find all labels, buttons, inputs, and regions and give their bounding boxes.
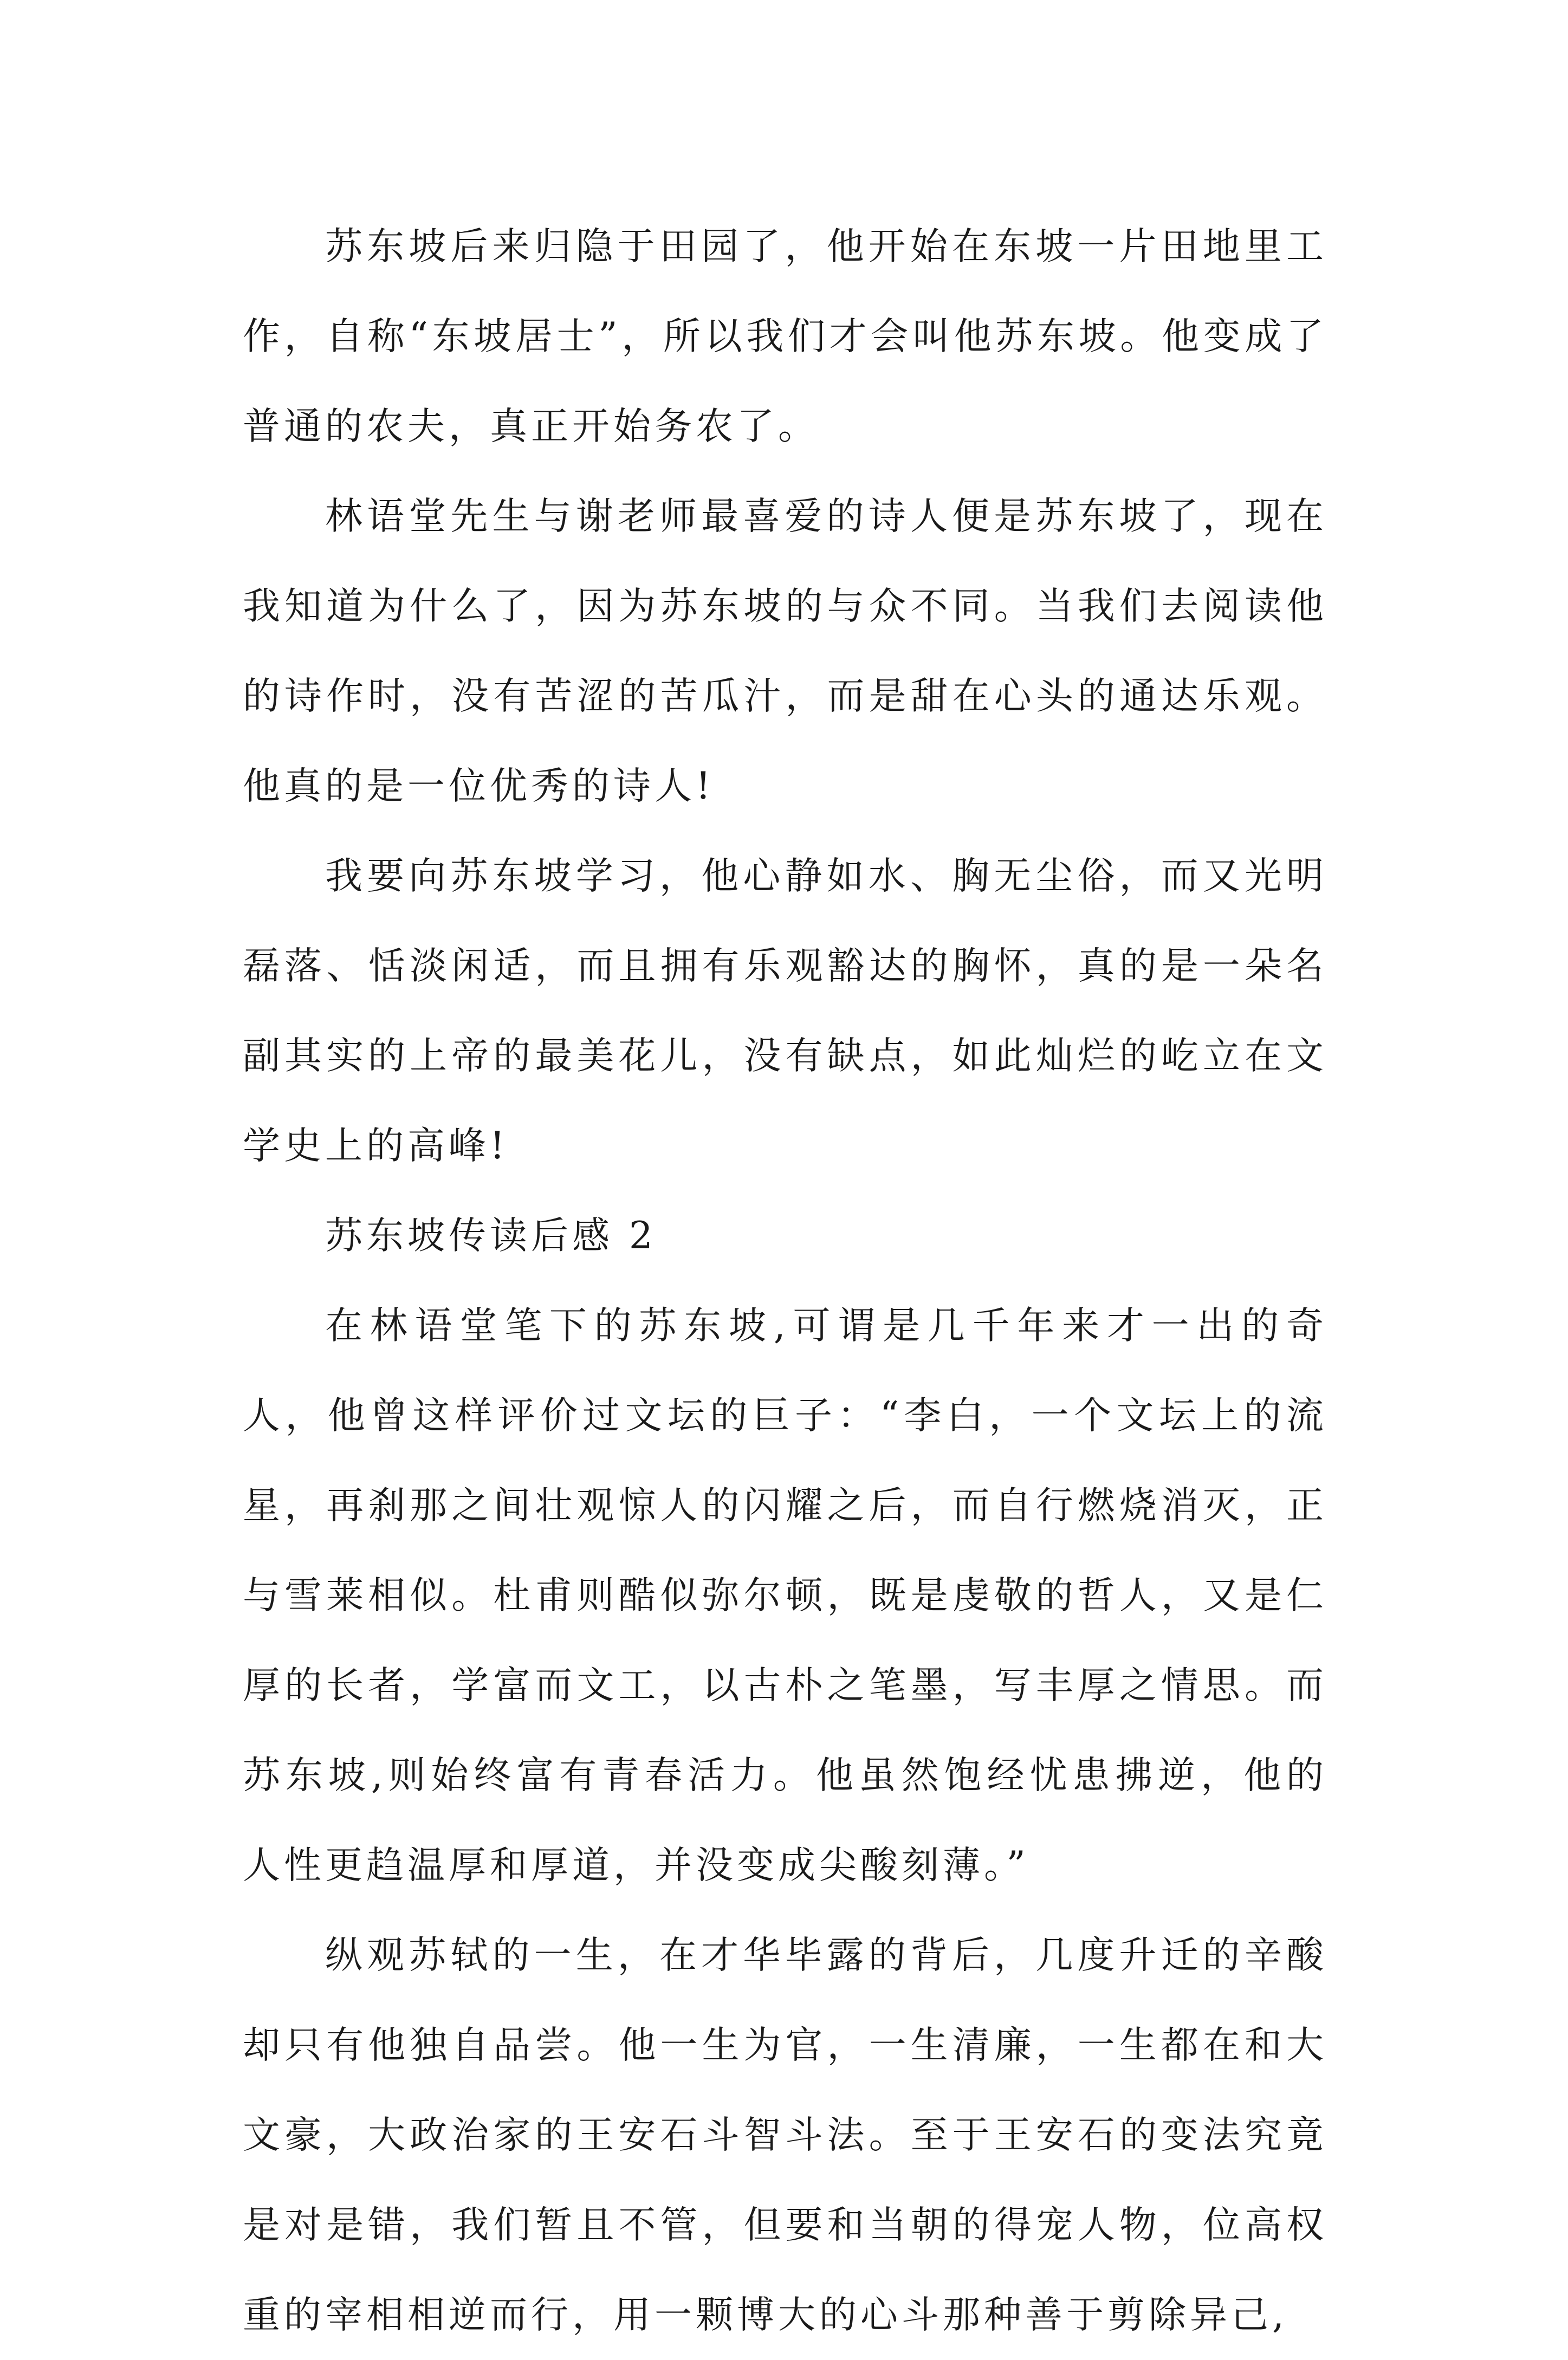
paragraph-su-shi-life: 纵观苏轼的一生，在才华毕露的背后，几度升迁的辛酸却只有他独自品尝。他一生为官，一生清廉，一生都在和大文豪，大政治家的王安石斗智斗法。至于王安石的变法究竟是对是错，我们暂且不管，但要和当朝的得宠人物，位高权重的宰相相逆而行，用一颗博大的心斗那种善于剪除异己,	[243, 1934, 1327, 2337]
paragraph-farmer: 苏东坡后来归隐于田园了，他开始在东坡一片田地里工作，自称“东坡居士”，所以我们才会叫他苏东坡。他变成了普通的农夫，真正开始务农了。	[243, 225, 1327, 448]
paragraph-favorite-poet: 林语堂先生与谢老师最喜爱的诗人便是苏东坡了，现在我知道为什么了，因为苏东坡的与众不同。当我们去阅读他的诗作时，没有苦涩的苦瓜汁，而是甜在心头的通达乐观。他真的是一位优秀的诗人!	[243, 495, 1327, 808]
section-heading: 苏东坡传读后感 2	[325, 1214, 657, 1257]
document-body	[243, 202, 1327, 2360]
paragraph-lin-yutang-quote: 在林语堂笔下的苏东坡,可谓是几千年来才一出的奇人，他曾这样评价过文坛的巨子：“李白，一个文坛上的流星，再刹那之间壮观惊人的闪耀之后，而自行燃烧消灭，正与雪莱相似。杜甫则酷似弥尔顿，既是虔敬的哲人，又是仁厚的长者，学富而文工，以古朴之笔墨，写丰厚之情思。而苏东坡,则始终富有青春活力。他虽然饱经忧患拂逆，他的人性更趋温厚和厚道，并没变成尖酸刻薄。”	[243, 1304, 1327, 1887]
paragraph-learn-from: 我要向苏东坡学习，他心静如水、胸无尘俗，而又光明磊落、恬淡闲适，而且拥有乐观豁达的胸怀，真的是一朵名副其实的上帝的最美花儿，没有缺点，如此灿烂的屹立在文学史上的高峰!	[243, 854, 1327, 1168]
